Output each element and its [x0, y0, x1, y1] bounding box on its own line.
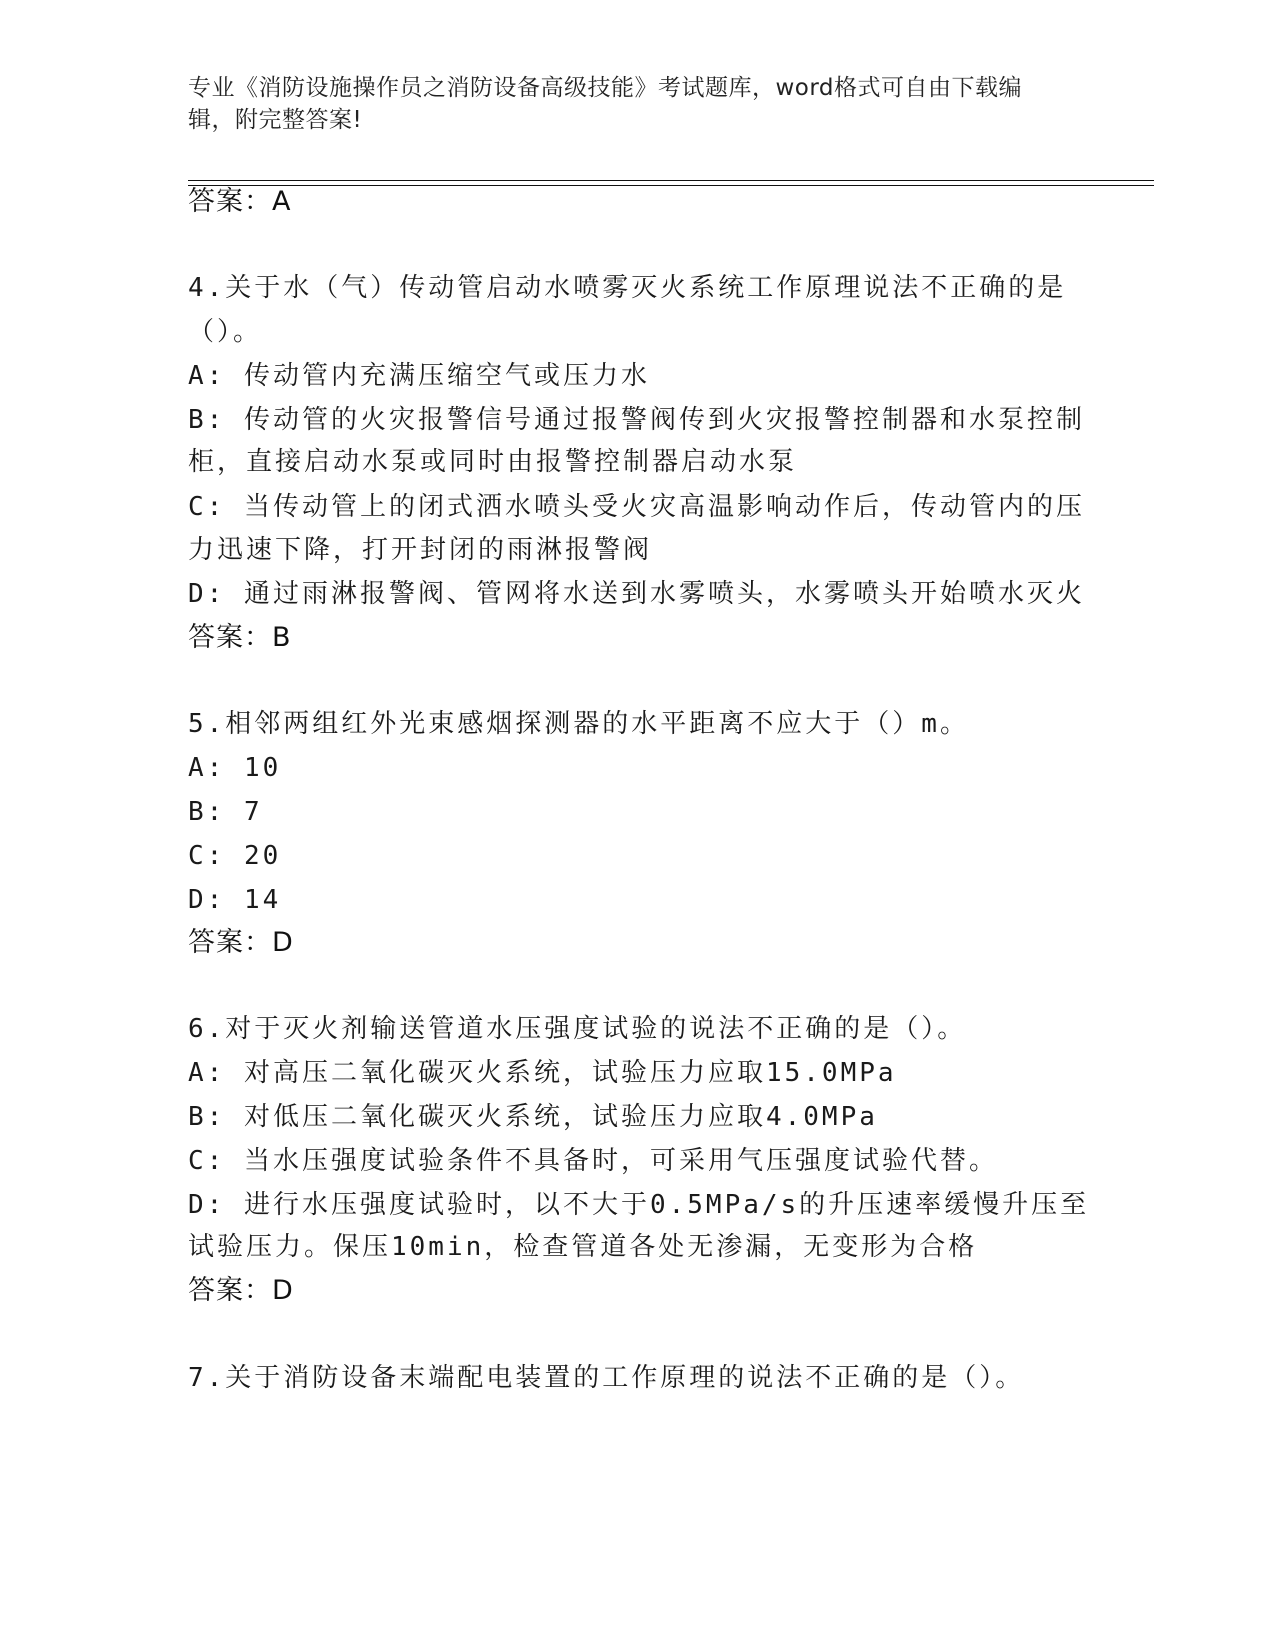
- previous-answer: 答案：A: [188, 186, 292, 217]
- option-a: A: 传动管内充满压缩空气或压力水: [188, 361, 650, 391]
- option-d-cont: 试验压力。保压10min，检查管道各处无渗漏，无变形为合格: [188, 1232, 978, 1262]
- option-d: D: 进行水压强度试验时，以不大于0.5MPa/s的升压速率缓慢升压至: [188, 1190, 1090, 1220]
- option-d: D: 通过雨淋报警阀、管网将水送到水雾喷头，水雾喷头开始喷水灭火: [188, 579, 1085, 609]
- header-rule-top: [188, 180, 1154, 181]
- question-stem: 5.相邻两组红外光束感烟探测器的水平距离不应大于（）m。: [188, 709, 969, 739]
- option-a: A: 对高压二氧化碳灭火系统，试验压力应取15.0MPa: [188, 1058, 897, 1088]
- answer: 答案：D: [188, 1275, 294, 1306]
- header-line-1: 专业《消防设施操作员之消防设备高级技能》考试题库，word格式可自由下载编: [188, 75, 1023, 101]
- question-stem: 4.关于水（气）传动管启动水喷雾灭火系统工作原理说法不正确的是: [188, 273, 1067, 303]
- option-b: B: 对低压二氧化碳灭火系统，试验压力应取4.0MPa: [188, 1102, 878, 1132]
- option-c: C: 当水压强度试验条件不具备时，可采用气压强度试验代替。: [188, 1146, 998, 1176]
- option-a: A: 10: [188, 753, 282, 783]
- option-d: D: 14: [188, 885, 282, 915]
- question-stem: 7.关于消防设备末端配电装置的工作原理的说法不正确的是（）。: [188, 1363, 1025, 1393]
- question-stem: 6.对于灭火剂输送管道水压强度试验的说法不正确的是（）。: [188, 1014, 967, 1044]
- question-stem: （）。: [188, 317, 263, 347]
- option-c: C: 当传动管上的闭式洒水喷头受火灾高温影响动作后，传动管内的压: [188, 492, 1085, 522]
- option-b-cont: 柜，直接启动水泵或同时由报警控制器启动水泵: [188, 447, 798, 477]
- option-b: B: 7: [188, 797, 263, 827]
- header-rule-bottom: [188, 185, 1154, 186]
- option-c: C: 20: [188, 841, 282, 871]
- answer: 答案：B: [188, 622, 292, 653]
- header-line-2: 辑，附完整答案!: [188, 107, 363, 133]
- answer: 答案：D: [188, 927, 294, 958]
- option-b: B: 传动管的火灾报警信号通过报警阀传到火灾报警控制器和水泵控制: [188, 405, 1085, 435]
- option-c-cont: 力迅速下降，打开封闭的雨淋报警阀: [188, 535, 653, 565]
- page-header: [188, 72, 1068, 136]
